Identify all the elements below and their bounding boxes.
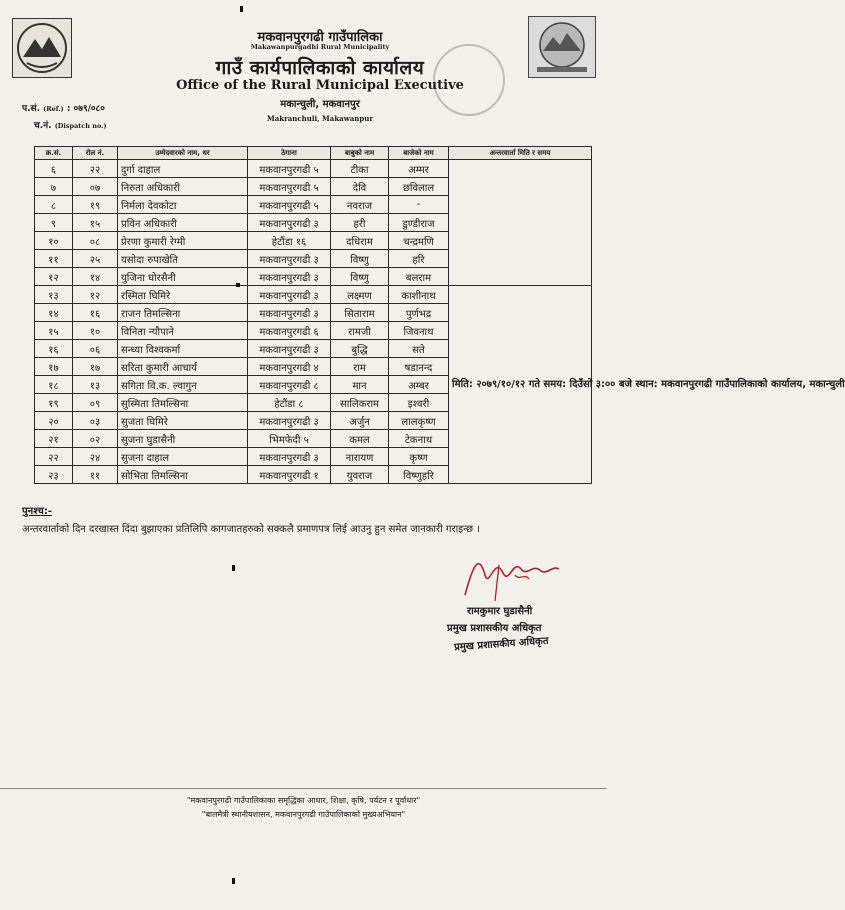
candidate-name-cell: सगिता वि.क. ल्वागुन	[118, 376, 248, 394]
serial-number-cell: २३	[35, 466, 73, 484]
father-name-cell: युवराज	[331, 466, 389, 484]
serial-number-cell: ११	[35, 250, 73, 268]
grandfather-name-cell: षडानन्द	[389, 358, 449, 376]
address-cell: हेटौंडा ८	[248, 394, 331, 412]
punch-mark	[236, 283, 240, 287]
grandfather-name-cell: अम्मर	[389, 160, 449, 178]
grandfather-name-cell: हरि	[389, 250, 449, 268]
address-cell: भिमफेदी ५	[248, 430, 331, 448]
footer-divider	[0, 788, 607, 789]
footer-slogan-2: "बालमैत्री स्थानीयशासन, मकवानपुरगढी गाउँपालिकाको मुख्यअभियान"	[201, 810, 406, 819]
address-cell: मकवानपुरगढी ३	[248, 286, 331, 304]
address-cell: मकवानपुरगढी ३	[248, 214, 331, 232]
address-cell: मकवानपुरगढी ३	[248, 304, 331, 322]
candidate-name-cell: निरुता अधिकारी	[118, 178, 248, 196]
serial-number-cell: २०	[35, 412, 73, 430]
col-header-father: बाबुको नाम	[331, 147, 389, 160]
dispatch-number: च.नं. (Dispatch no.)	[34, 121, 107, 131]
address-cell: मकवानपुरगढी ३	[248, 412, 331, 430]
roll-number-cell: ०८	[73, 232, 118, 250]
grandfather-name-cell: अम्बर	[389, 376, 449, 394]
municipality-name: मकवानपुरगढी गाउँपालिका	[257, 30, 383, 45]
roll-number-cell: १४	[73, 268, 118, 286]
punch-mark	[240, 6, 243, 12]
col-header-name: उम्मेदवारको नाम, थर	[118, 147, 248, 160]
roll-number-cell: १७	[73, 358, 118, 376]
col-header-address: ठेगाना	[248, 147, 331, 160]
col-header-grandfather: बाजेको नाम	[389, 147, 449, 160]
office-address-english: Makranchuli, Makawanpur	[266, 114, 374, 123]
roll-number-cell: २४	[73, 448, 118, 466]
address-cell: मकवानपुरगढी ५	[248, 160, 331, 178]
grandfather-name-cell: छविलाल	[389, 178, 449, 196]
roll-number-cell: ०६	[73, 340, 118, 358]
address-cell: मकवानपुरगढी ४	[248, 358, 331, 376]
grandfather-name-cell: टेकनाथ	[389, 430, 449, 448]
father-name-cell: दधिराम	[331, 232, 389, 250]
address-cell: मकवानपुरगढी ६	[248, 322, 331, 340]
serial-number-cell: २२	[35, 448, 73, 466]
handwritten-signature	[455, 545, 565, 605]
father-name-cell: रामजी	[331, 322, 389, 340]
footer-slogan-1: "मकवानपुरगढी गाउँपालिकाका समृद्धिका आधार, शिक्षा, कृषि, पर्यटन र पूर्वाधार"	[186, 796, 421, 805]
nepal-emblem-logo	[12, 18, 72, 78]
punch-mark	[232, 878, 235, 884]
roll-number-cell: १२	[73, 286, 118, 304]
roll-number-cell: १६	[73, 304, 118, 322]
address-cell: मकवानपुरगढी ८	[248, 376, 331, 394]
grandfather-name-cell: कृष्ण	[389, 448, 449, 466]
serial-number-cell: १२	[35, 268, 73, 286]
table-row	[35, 160, 592, 178]
serial-number-cell: १४	[35, 304, 73, 322]
serial-number-cell: १०	[35, 232, 73, 250]
grandfather-name-cell: चन्द्रमणि	[389, 232, 449, 250]
candidate-name-cell: सुजना घुडासैनी	[118, 430, 248, 448]
candidate-name-cell: विनिता न्यौपाने	[118, 322, 248, 340]
interview-date-empty-cell	[449, 160, 592, 286]
candidate-name-cell: सन्ध्या विश्वकर्मा	[118, 340, 248, 358]
signatory-name: रामकुमार घुडासैनी	[467, 606, 533, 617]
serial-number-cell: १३	[35, 286, 73, 304]
address-cell: मकवानपुरगढी १	[248, 466, 331, 484]
father-name-cell: सालिकराम	[331, 394, 389, 412]
punch-mark	[232, 565, 235, 571]
grandfather-name-cell: लालकृष्ण	[389, 412, 449, 430]
grandfather-name-cell: बलराम	[389, 268, 449, 286]
candidate-name-cell: निर्मला देवकोटा	[118, 196, 248, 214]
candidate-name-cell: दुर्गा दाहाल	[118, 160, 248, 178]
father-name-cell: नवराज	[331, 196, 389, 214]
grandfather-name-cell: विष्णुहरि	[389, 466, 449, 484]
col-header-roll: रोल नं.	[73, 147, 118, 160]
roll-number-cell: २५	[73, 250, 118, 268]
father-name-cell: लक्ष्मण	[331, 286, 389, 304]
serial-number-cell: ७	[35, 178, 73, 196]
candidate-name-cell: यसोदा रुपाखेति	[118, 250, 248, 268]
candidate-name-cell: सरिता कुमारी आचार्य	[118, 358, 248, 376]
grandfather-name-cell: पुर्णभद्र	[389, 304, 449, 322]
father-name-cell: राम	[331, 358, 389, 376]
roll-number-cell: ०३	[73, 412, 118, 430]
office-address: मकान्चुली, मकवानपुर	[280, 99, 360, 110]
grandfather-name-cell: सते	[389, 340, 449, 358]
grandfather-name-cell: डुण्डीराज	[389, 214, 449, 232]
signatory-title: प्रमुख प्रशासकीय अधिकृत	[447, 623, 542, 634]
candidate-name-cell: सुजना दाहाल	[118, 448, 248, 466]
candidate-name-cell: सोभिता तिमल्सिना	[118, 466, 248, 484]
candidate-name-cell: सुजता घिमिरे	[118, 412, 248, 430]
interview-schedule-cell: मिति: २०७९/१०/१२ गते समय: दिउँसो ३:०० बजे स्थान: मकवानपुरगढी गाउँपालिकाको कार्यालय, मकान्चुली	[449, 286, 592, 484]
serial-number-cell: १६	[35, 340, 73, 358]
serial-number-cell: १७	[35, 358, 73, 376]
candidate-table	[34, 146, 845, 484]
address-cell: मकवानपुरगढी ५	[248, 178, 331, 196]
roll-number-cell: ०२	[73, 430, 118, 448]
office-name: गाउँ कार्यपालिकाको कार्यालय	[215, 57, 425, 79]
candidate-name-cell: युजिना घोरसैनी	[118, 268, 248, 286]
roll-number-cell: ११	[73, 466, 118, 484]
roll-number-cell: २२	[73, 160, 118, 178]
candidate-name-cell: राजन तिमल्सिना	[118, 304, 248, 322]
candidate-name-cell: प्रविन अधिकारी	[118, 214, 248, 232]
address-cell: मकवानपुरगढी ३	[248, 340, 331, 358]
serial-number-cell: २१	[35, 430, 73, 448]
roll-number-cell: १३	[73, 376, 118, 394]
father-name-cell: बुद्धि	[331, 340, 389, 358]
address-cell: मकवानपुरगढी ३	[248, 250, 331, 268]
municipality-logo	[528, 16, 596, 78]
father-name-cell: विष्णु	[331, 268, 389, 286]
father-name-cell: सिताराम	[331, 304, 389, 322]
postscript-title: पुनश्च:-	[22, 506, 52, 517]
roll-number-cell: ०७	[73, 178, 118, 196]
father-name-cell: टीका	[331, 160, 389, 178]
serial-number-cell: १८	[35, 376, 73, 394]
table-header-row	[35, 147, 592, 160]
serial-number-cell: ६	[35, 160, 73, 178]
grandfather-name-cell: जिवनाथ	[389, 322, 449, 340]
roll-number-cell: १५	[73, 214, 118, 232]
signatory-stamp-text: प्रमुख प्रशासकीय अधिकृत	[453, 635, 549, 654]
roll-number-cell: १९	[73, 196, 118, 214]
grandfather-name-cell: -	[389, 196, 449, 214]
address-cell: मकवानपुरगढी ५	[248, 196, 331, 214]
candidate-name-cell: रस्मिता घिमिरे	[118, 286, 248, 304]
father-name-cell: हरी	[331, 214, 389, 232]
father-name-cell: नारायण	[331, 448, 389, 466]
grandfather-name-cell: इश्वरी	[389, 394, 449, 412]
father-name-cell: अर्जुन	[331, 412, 389, 430]
father-name-cell: मान	[331, 376, 389, 394]
father-name-cell: विष्णु	[331, 250, 389, 268]
grandfather-name-cell: काशीनाथ	[389, 286, 449, 304]
address-cell: मकवानपुरगढी ३	[248, 268, 331, 286]
col-header-interview: अन्तरवार्ता मिति र समय	[449, 147, 592, 160]
serial-number-cell: ८	[35, 196, 73, 214]
serial-number-cell: १५	[35, 322, 73, 340]
table-row	[35, 286, 592, 304]
candidate-name-cell: प्रेरणा कुमारी रेग्मी	[118, 232, 248, 250]
roll-number-cell: १०	[73, 322, 118, 340]
address-cell: मकवानपुरगढी ३	[248, 448, 331, 466]
father-name-cell: कमल	[331, 430, 389, 448]
roll-number-cell: ०९	[73, 394, 118, 412]
reference-number: प.सं. (Ref.) : ०७९/०८०	[22, 104, 105, 114]
office-name-english: Office of the Rural Municipal Executive	[176, 78, 464, 93]
serial-number-cell: १९	[35, 394, 73, 412]
municipality-name-english: Makawanpurgadhi Rural Municipality	[250, 43, 390, 51]
father-name-cell: देवि	[331, 178, 389, 196]
serial-number-cell: ९	[35, 214, 73, 232]
address-cell: हेटौंडा १६	[248, 232, 331, 250]
col-header-sn: क्र.सं.	[35, 147, 73, 160]
candidate-name-cell: सुस्मिता तिमल्सिना	[118, 394, 248, 412]
postscript-text: अन्तरवार्ताको दिन दरखास्त दिंदा बुझाएका प्रतिलिपि कागजातहरुको सक्कलै प्रमाणपत्र लिई आउनु हुन समेत जानकारी गराइन्छ ।	[22, 524, 480, 535]
